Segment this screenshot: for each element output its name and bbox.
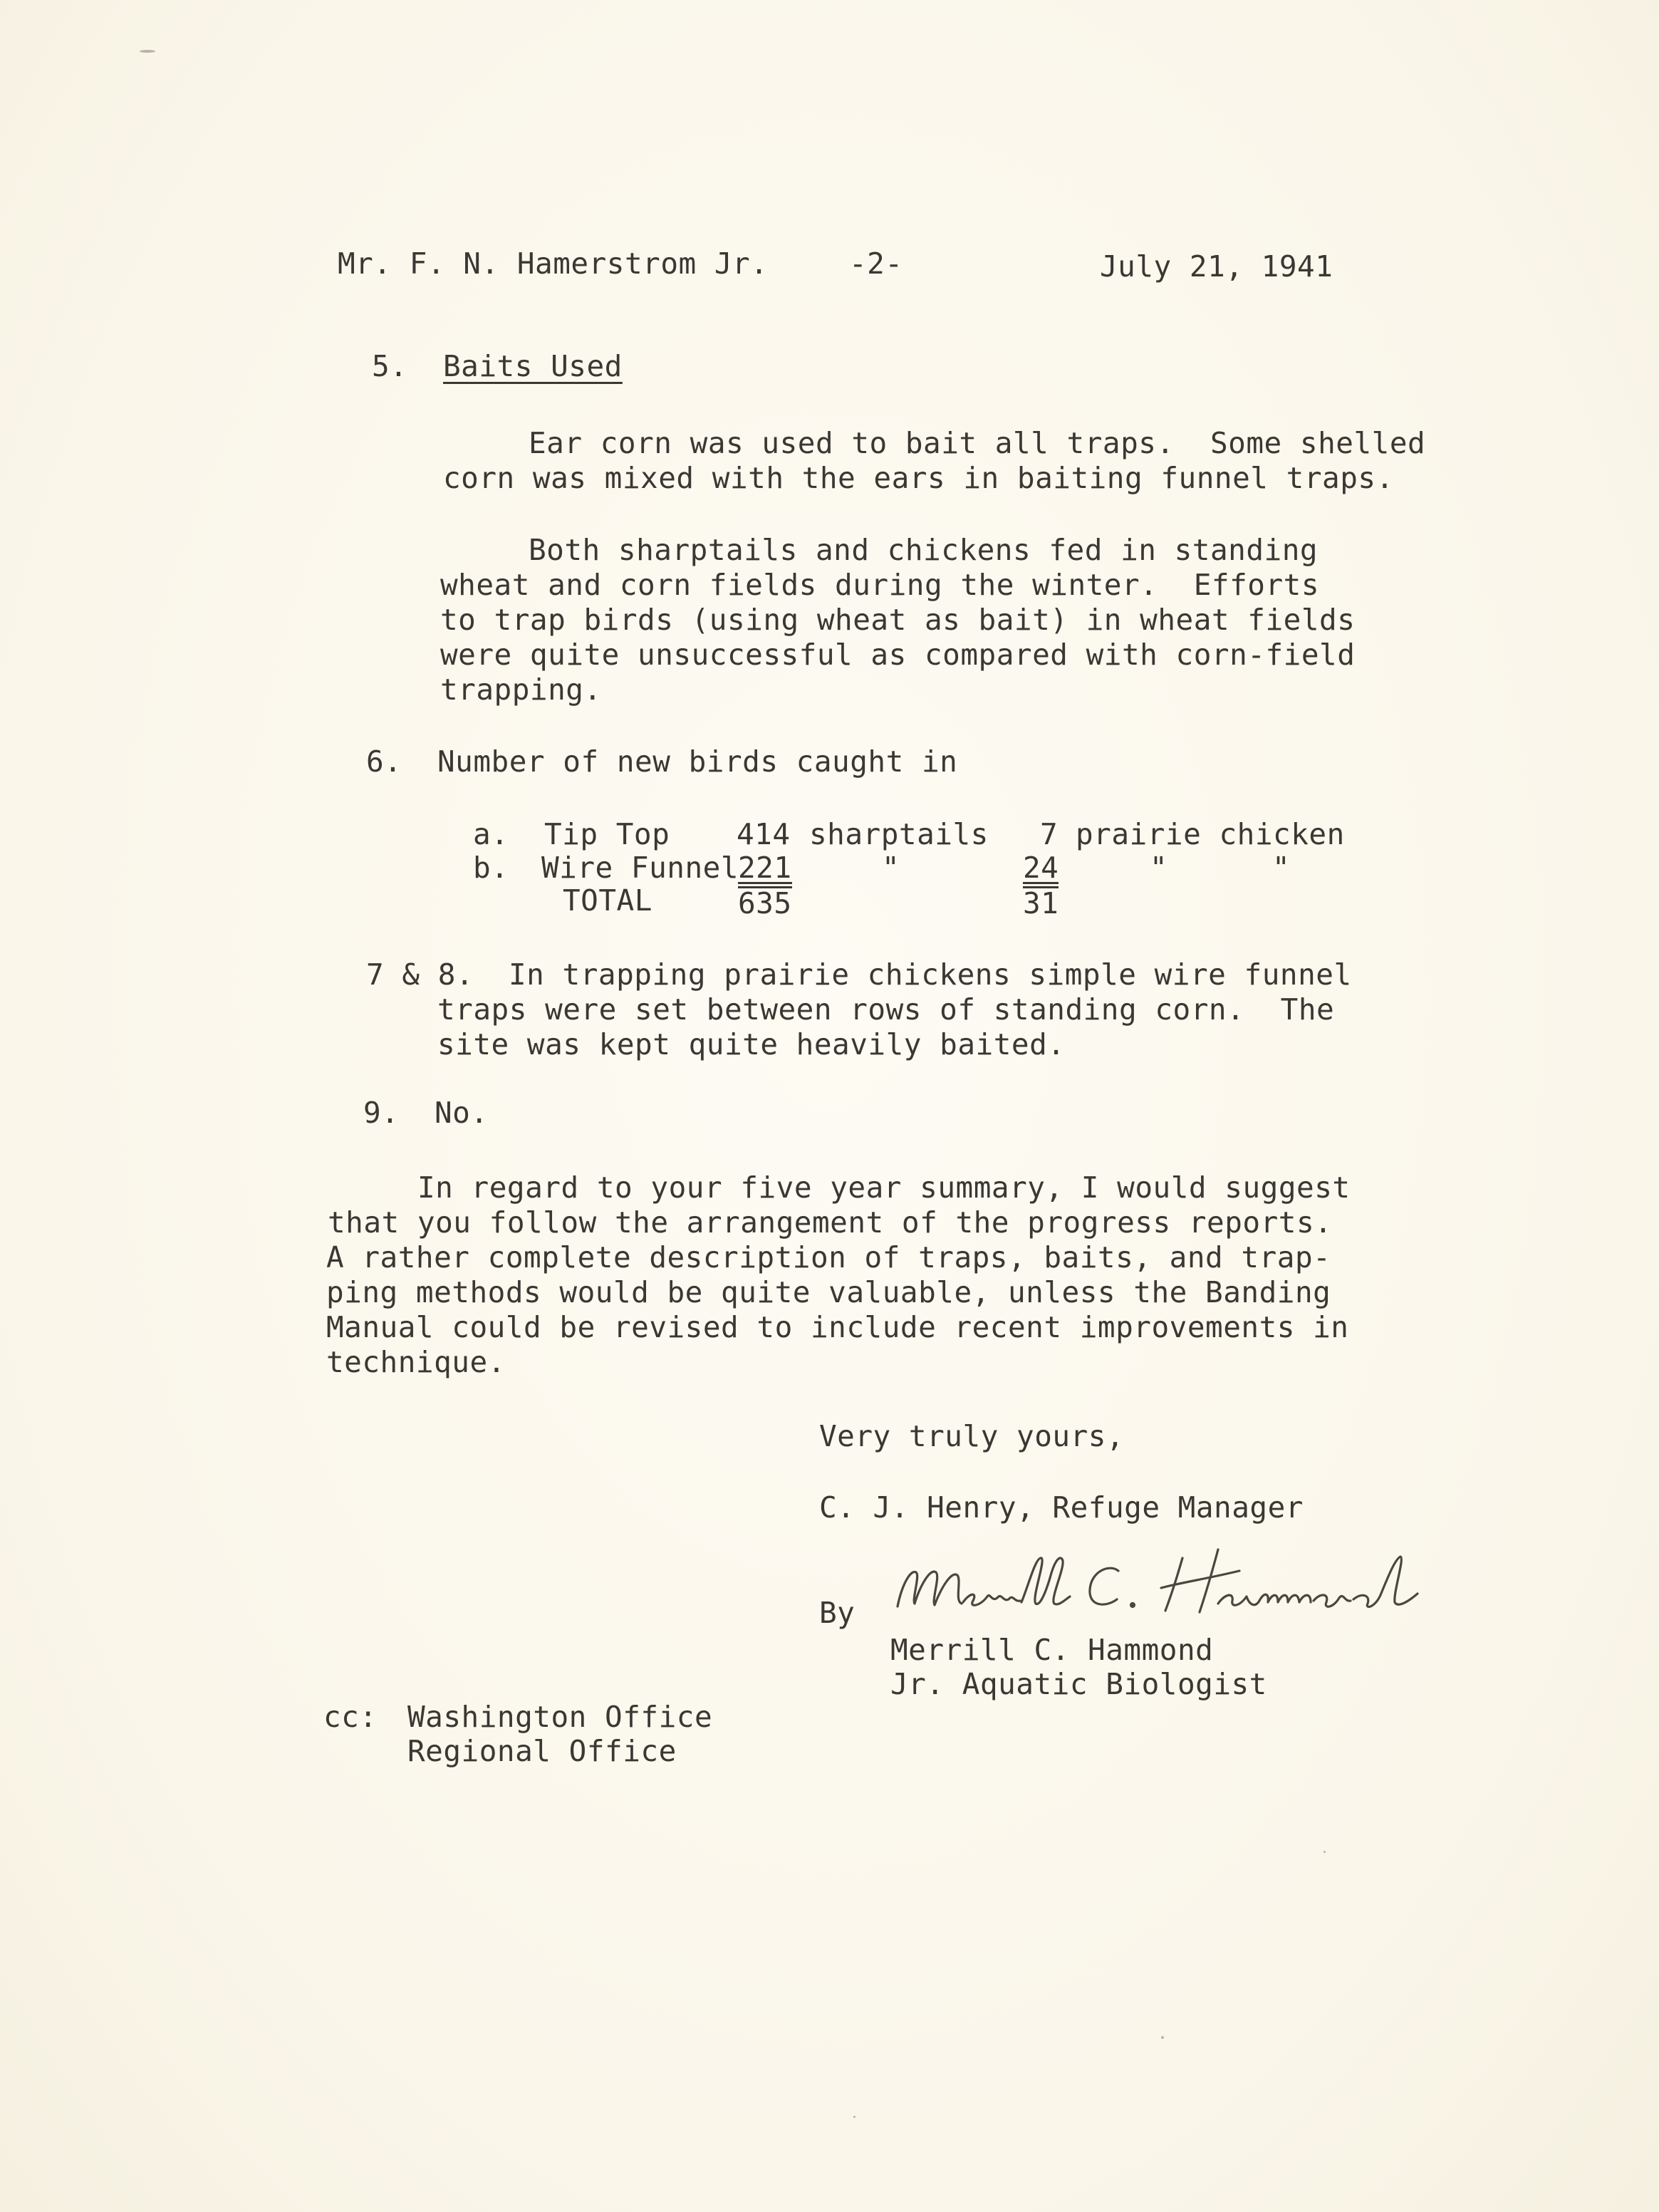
cc-recipient-regional: Regional Office: [407, 1734, 677, 1768]
section5-para2-line1: Both sharptails and chickens fed in standing: [529, 533, 1319, 567]
section9-number: 9.: [363, 1096, 400, 1130]
signer-name: Merrill C. Hammond: [890, 1633, 1214, 1667]
closing-para-line5: Manual could be revised to include recent improvements in: [326, 1310, 1349, 1344]
section78-line3: site was kept quite heavily baited.: [437, 1027, 1066, 1061]
table-row-a-species1: sharptails: [809, 817, 989, 851]
section6-number: 6.: [366, 744, 402, 779]
paper-speck: [853, 2116, 855, 2118]
closing-para-line1: In regard to your five year summary, I would suggest: [417, 1170, 1351, 1205]
section5-para2-line3: to trap birds (using wheat as bait) in wheat fields: [440, 603, 1356, 637]
handwritten-signature: [883, 1542, 1453, 1635]
table-total-prairie-cell: [1023, 886, 1059, 920]
closing-para-line3: A rather complete description of traps, baits, and trap-: [326, 1240, 1331, 1274]
table-row-b-trap: Wire Funnel: [541, 851, 739, 885]
section78-line2: traps were set between rows of standing corn. The: [437, 992, 1335, 1027]
header-page-number: -2-: [849, 246, 903, 281]
table-row-a-species2: prairie chicken: [1076, 817, 1345, 851]
section5-para1-line1: Ear corn was used to bait all traps. Some shelled: [529, 426, 1426, 460]
table-total-prairie: 31: [1023, 886, 1059, 920]
section78-line1: In trapping prairie chickens simple wire funnel: [509, 957, 1352, 992]
salutation: Very truly yours,: [819, 1419, 1125, 1453]
table-row-b-species1: ": [882, 851, 900, 885]
signer-title: Jr. Aquatic Biologist: [890, 1667, 1267, 1701]
paper-speck: [1323, 1851, 1326, 1853]
table-total-sharptails: 635: [738, 886, 792, 920]
closing-para-line2: that you follow the arrangement of the progress reports.: [328, 1205, 1333, 1240]
header-date: July 21, 1941: [1100, 249, 1333, 284]
table-row-b-prairie: 24: [1023, 851, 1059, 885]
table-row-a-prairie: 7: [1040, 817, 1059, 851]
table-row-b-prairie-cell: [1023, 851, 1059, 885]
section5-para2-line5: trapping.: [440, 673, 602, 707]
table-row-a-trap: Tip Top: [544, 817, 670, 851]
table-total-label: TOTAL: [563, 883, 652, 918]
table-row-b-sharptails-cell: [738, 851, 792, 885]
header-recipient: Mr. F. N. Hamerstrom Jr.: [338, 246, 769, 281]
sender: C. J. Henry, Refuge Manager: [819, 1490, 1304, 1525]
section78-number: 7 & 8.: [366, 957, 474, 992]
table-total-sharptails-cell: [738, 886, 792, 920]
cc-recipient-washington: Washington Office: [407, 1700, 713, 1734]
section9-text: No.: [435, 1096, 489, 1130]
section5-para1-line2: corn was mixed with the ears in baiting funnel traps.: [443, 461, 1394, 495]
table-row-a-sharptails: 414: [737, 817, 791, 851]
table-row-b-species2b: ": [1272, 851, 1291, 885]
section6-title: Number of new birds caught in: [437, 744, 958, 779]
table-row-b-letter: b.: [473, 851, 509, 885]
table-row-b-species2a: ": [1150, 851, 1168, 885]
cc-label: cc:: [323, 1700, 378, 1734]
closing-para-line6: technique.: [326, 1345, 506, 1379]
section5-para2-line4: were quite unsuccessful as compared with corn-field: [440, 638, 1356, 672]
paper-speck: [1161, 2036, 1164, 2039]
paper-speck: [140, 50, 155, 53]
section5-number: 5.: [372, 349, 408, 383]
section5-title: Baits Used: [443, 349, 623, 383]
closing-para-line4: ping methods would be quite valuable, unless the Banding: [326, 1275, 1331, 1309]
table-row-b-sharptails: 221: [738, 851, 792, 885]
by-label: By: [819, 1596, 855, 1630]
section5-para2-line2: wheat and corn fields during the winter. Efforts: [440, 568, 1320, 602]
table-row-a-letter: a.: [473, 817, 509, 851]
